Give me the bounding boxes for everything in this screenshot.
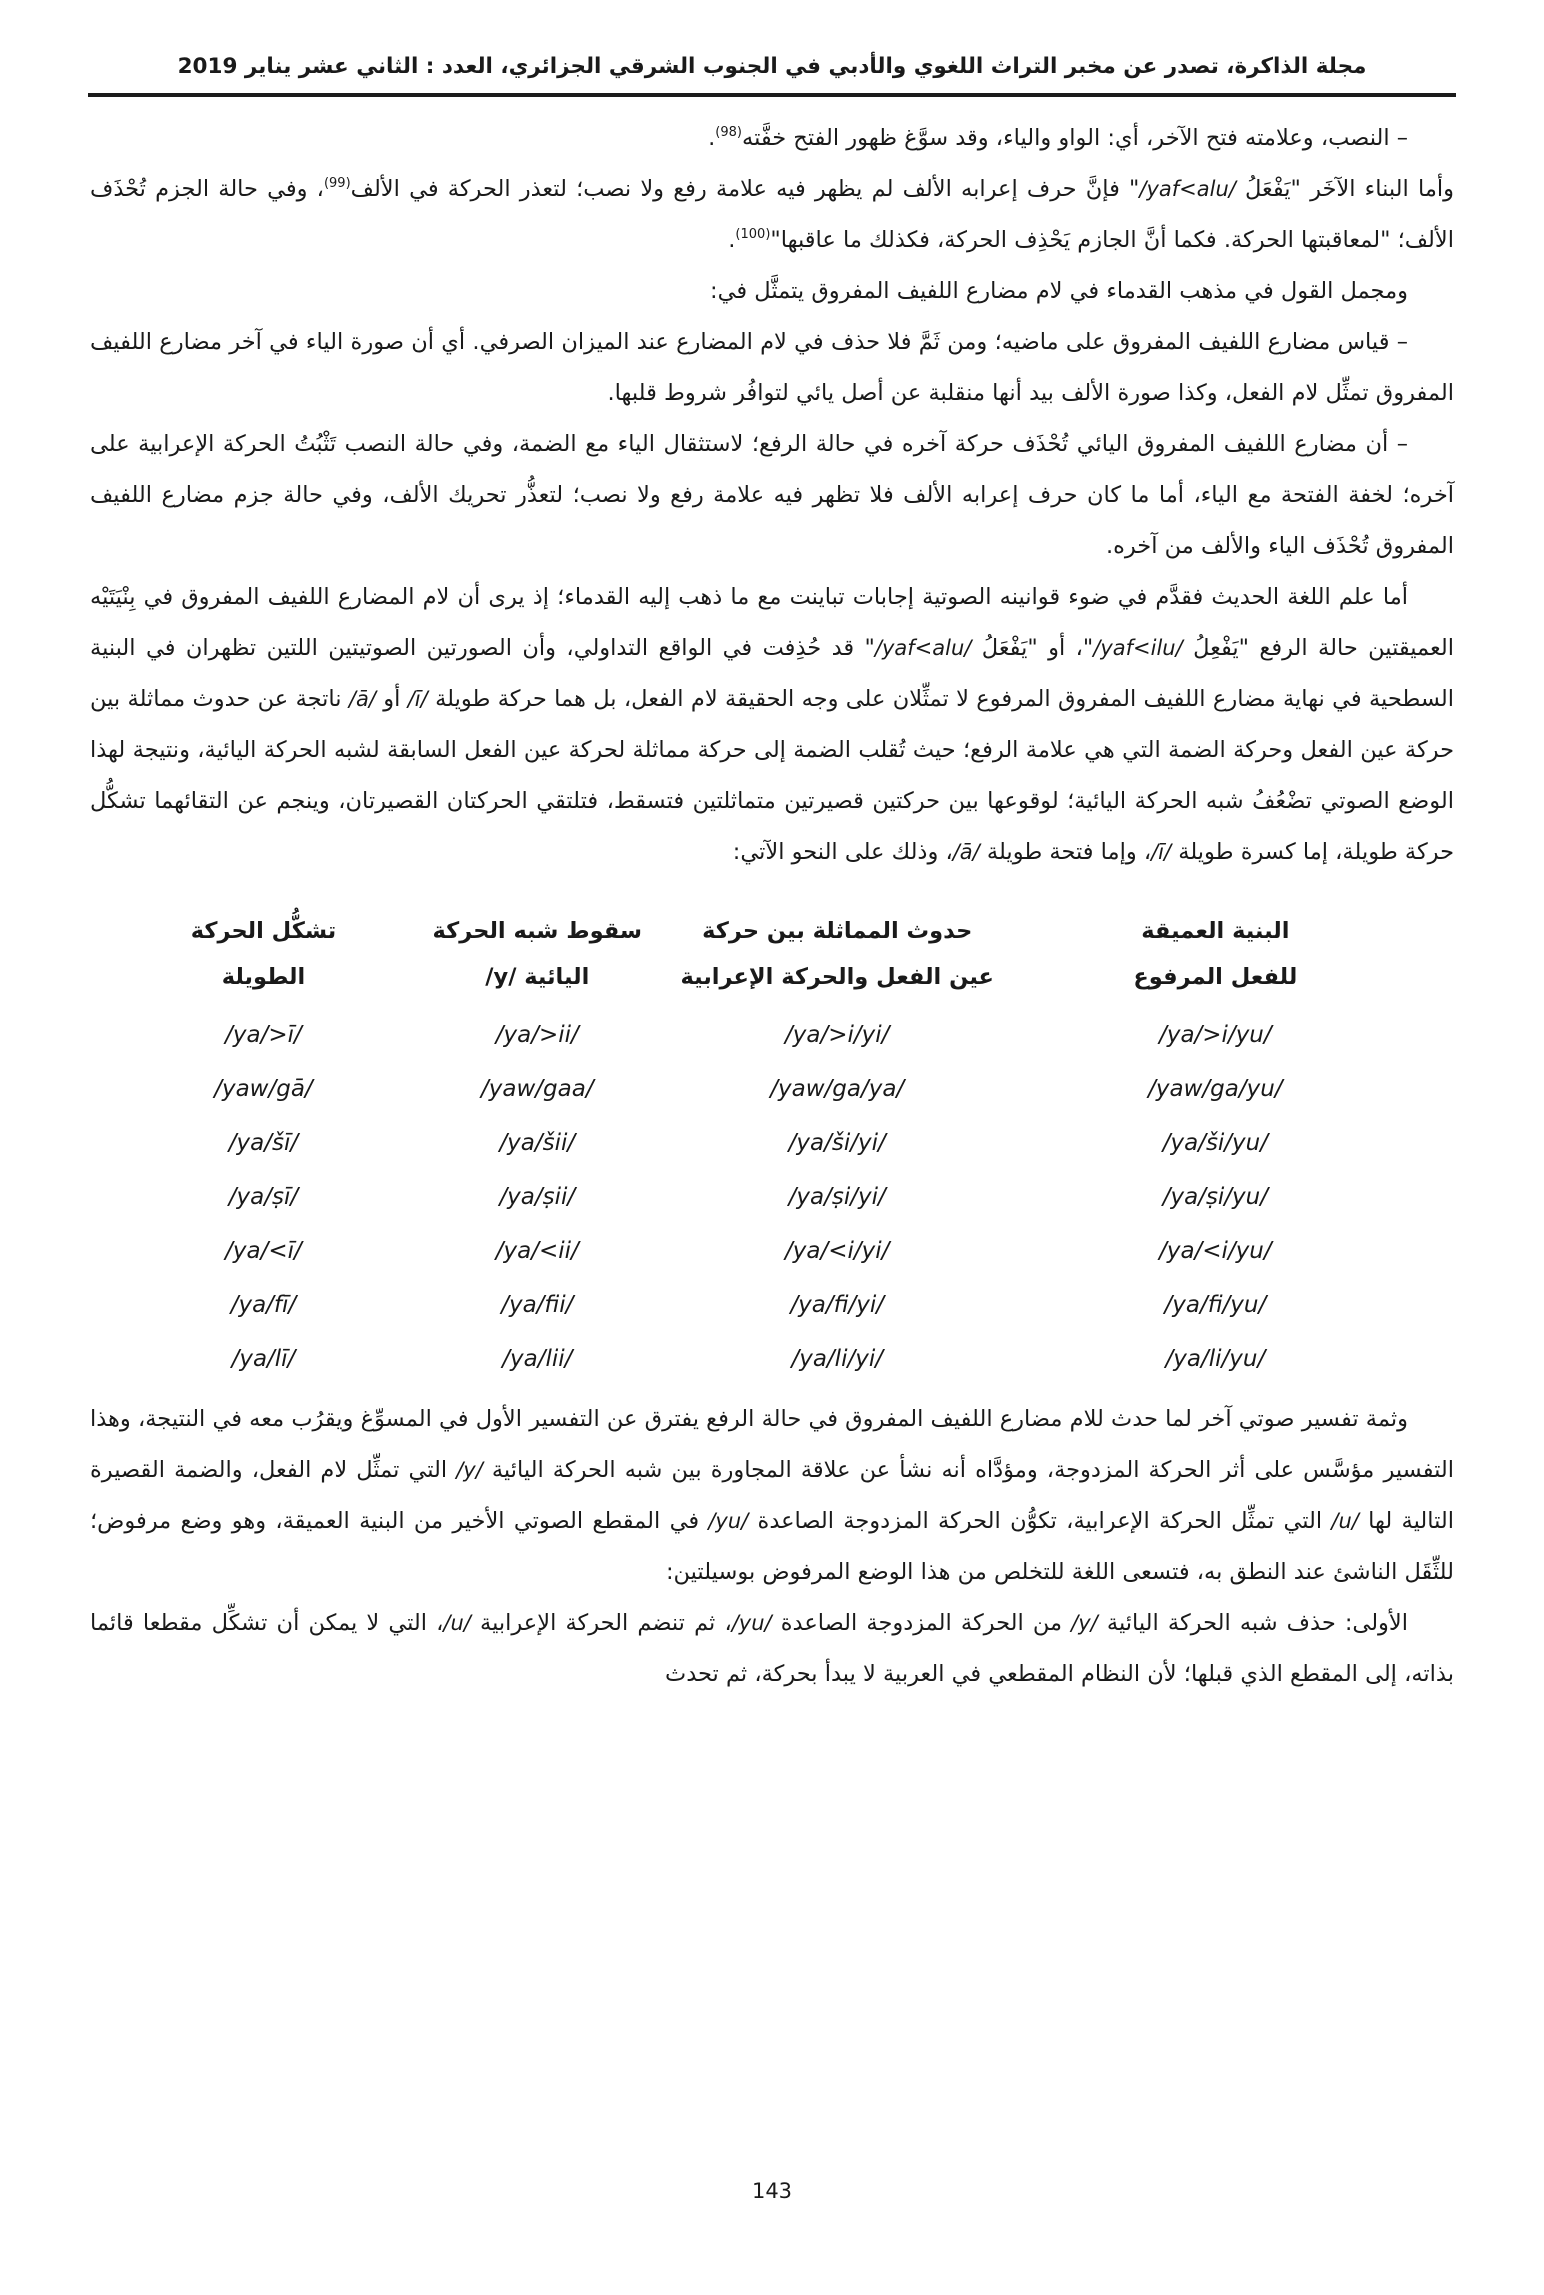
text-run: . <box>708 125 716 151</box>
transcription-cell: /ya/<ī/ <box>225 1238 302 1264</box>
phonetic-transcription: /ā/ <box>348 687 376 711</box>
phonetic-transcription: /ī/ <box>1151 840 1172 864</box>
text-run: " قد حُذِفت في الواقع التداولي، وأن الصورتين الصوتيتين اللتين تظهران في البنية السطحية في نهاية مضارع اللفيف المفروق المرفوع لا تمثِّلان على وجه الحقيقة لام الفعل، بل هما حركة طويلة <box>90 635 1454 712</box>
article-text-bottom <box>90 1394 1454 1700</box>
header-line-1: حدوث المماثلة بين حركة <box>702 918 973 944</box>
transcription-cell: /ya/ši/yi/ <box>788 1130 886 1156</box>
phonetic-transcription: /yu/ <box>731 1611 772 1635</box>
text-run: وثمة تفسير صوتي آخر لما حدث للام مضارع اللفيف المفروق في حالة الرفع يفترق عن التفسير الأول في المسوِّغ ويقرُب معه في النتيجة، وهذا التفسير مؤسَّس على أثر الحركة المزدوجة، ومؤدَّاه أنه نشأ عن علاقة المجاورة بين شبه الحركة اليائية <box>90 1406 1454 1483</box>
paragraph <box>90 1598 1454 1700</box>
header-line-2: الطويلة <box>221 964 306 990</box>
transcription-cell: /ya/ṣī/ <box>228 1184 299 1210</box>
phonetic-transcription: /y/ <box>1071 1611 1098 1635</box>
transcription-cell: /ya/>ii/ <box>495 1022 579 1048</box>
transcription-cell: /ya/ṣi/yi/ <box>788 1184 886 1210</box>
transcription-cell: /yaw/gā/ <box>214 1076 313 1102</box>
header-line-1: سقوط شبه الحركة <box>432 918 643 944</box>
text-run: ومجمل القول في مذهب القدماء في لام مضارع اللفيف المفروق يتمثَّل في: <box>710 278 1408 304</box>
table-row <box>120 1224 1424 1278</box>
transcription-cell: /ya/šī/ <box>228 1130 299 1156</box>
transcription-cell: /ya/ši/yu/ <box>1162 1130 1268 1156</box>
header-line-2: عين الفعل والحركة الإعرابية <box>680 964 994 990</box>
paragraph <box>90 113 1454 164</box>
footnote-reference: (98) <box>715 125 742 140</box>
transcription-cell: /yaw/ga/ya/ <box>770 1076 905 1102</box>
text-run: التي تمثِّل الحركة الإعرابية، تكوُّن الحركة المزدوجة الصاعدة <box>748 1508 1332 1534</box>
paragraph <box>90 317 1454 419</box>
text-run: وأما البناء الآخَر "يَفْعَلُ <box>1235 176 1454 202</box>
phonetic-transcription: /yaf<alu/ <box>874 636 972 660</box>
paragraph <box>90 266 1454 317</box>
paragraph <box>90 164 1454 266</box>
table-row <box>120 1116 1424 1170</box>
transcription-cell: /ya/>ī/ <box>225 1022 302 1048</box>
transcription-cell: /ya/ṣi/yu/ <box>1162 1184 1268 1210</box>
text-run: "، أو "يَفْعَلُ <box>971 635 1094 661</box>
transcription-cell: /ya/li/yi/ <box>791 1346 883 1372</box>
header-line-1: البنية العميقة <box>1141 918 1290 944</box>
header-divider-rule <box>88 93 1456 97</box>
table-row <box>120 1332 1424 1386</box>
transcription-cell: /ya/li/yu/ <box>1165 1346 1266 1372</box>
transcription-cell: /ya/>i/yu/ <box>1159 1022 1272 1048</box>
table-row <box>120 1062 1424 1116</box>
text-run: . <box>728 227 736 253</box>
table-row <box>120 1170 1424 1224</box>
text-run: الأولى: حذف شبه الحركة اليائية <box>1097 1610 1408 1636</box>
article-text-top <box>90 113 1454 878</box>
table-header-row <box>120 906 1424 1008</box>
footnote-reference: (99) <box>323 176 351 191</box>
paragraph <box>90 1394 1454 1598</box>
transcription-cell: /yaw/ga/yu/ <box>1148 1076 1283 1102</box>
text-run: ، ثم تنضم الحركة الإعرابية <box>470 1610 732 1636</box>
table-row <box>120 1278 1424 1332</box>
phonology-table <box>120 906 1424 1386</box>
table-header-cell <box>407 906 668 1008</box>
paragraph <box>90 419 1454 572</box>
text-run: ، التي لا يمكن أن تشكِّل مقطعا قائما بذاته، إلى المقطع الذي قبلها؛ لأن النظام المقطعي في العربية لا يبدأ بحركة، ثم تحدث <box>90 1610 1454 1687</box>
transcription-cell: /ya/<ii/ <box>495 1238 579 1264</box>
phonetic-transcription: /u/ <box>443 1611 471 1635</box>
phonetic-transcription: /ī/ <box>407 687 428 711</box>
footnote-reference: (100) <box>735 227 771 242</box>
journal-header-line: مجلة الذاكرة، تصدر عن مخبر التراث اللغوي والأدبي في الجنوب الشرقي الجزائري، العدد : الثاني عشر يناير 2019 <box>177 54 1367 79</box>
phonetic-transcription: /ā/ <box>952 840 980 864</box>
text-run: " فإنَّ حرف إعرابه الألف لم يظهر فيه علامة رفع ولا نصب؛ لتعذر الحركة في الألف <box>350 176 1140 202</box>
table-row <box>120 1008 1424 1062</box>
transcription-cell: /ya/<i/yu/ <box>1159 1238 1272 1264</box>
text-run: أما علم اللغة الحديث فقدَّم في ضوء قوانينه الصوتية إجابات تباينت مع ما ذهب إليه القدماء؛ إذ يرى أن لام المضارع اللفيف المفروق في بِنْيَتَيْه العميقتين حالة الرفع "يَفْعِلُ <box>90 584 1455 661</box>
header-line-2: اليائية /y/ <box>485 964 590 990</box>
text-run: – قياس مضارع اللفيف المفروق على ماضيه؛ ومن ثَمَّ فلا حذف في لام المضارع عند الميزان الصرفي. أي أن صورة الياء في آخر مضارع اللفيف المفروق تمثِّل لام الفعل، وكذا صورة الألف بيد أنها منقلبة عن أصل يائي لتوافُر شروط قلبها. <box>90 329 1454 406</box>
transcription-cell: /ya/šii/ <box>499 1130 576 1156</box>
phonology-table-wrap <box>120 906 1424 1386</box>
transcription-cell: /ya/lī/ <box>231 1346 296 1372</box>
header-line-2: للفعل المرفوع <box>1133 964 1298 990</box>
transcription-cell: /ya/fii/ <box>501 1292 574 1318</box>
phonetic-transcription: /y/ <box>456 1458 483 1482</box>
transcription-cell: /ya/fi/yi/ <box>790 1292 884 1318</box>
phonetic-transcription: /yu/ <box>708 1509 749 1533</box>
transcription-cell: /ya/<i/yi/ <box>785 1238 890 1264</box>
transcription-cell: /yaw/gaa/ <box>481 1076 594 1102</box>
text-run: التي تمثِّل لام الفعل، والضمة القصيرة التالية لها <box>90 1457 1454 1534</box>
table-header-cell <box>120 906 407 1008</box>
text-run: ، وإما فتحة طويلة <box>979 839 1152 865</box>
text-run: – النصب، وعلامته فتح الآخر، أي: الواو والياء، وقد سوَّغ ظهور الفتح خفَّته <box>742 125 1408 151</box>
text-run: أو <box>375 686 408 712</box>
text-run: في المقطع الصوتي الأخير من البنية العميقة، وهو وضع مرفوض؛ للثِّقَل الناشئ عند النطق به، فتسعى اللغة للتخلص من هذا الوضع المرفوض بوسيلتين: <box>90 1508 1454 1585</box>
table-header-cell <box>1007 906 1424 1008</box>
phonetic-transcription: /u/ <box>1331 1509 1359 1533</box>
transcription-cell: /ya/>i/yi/ <box>785 1022 890 1048</box>
transcription-cell: /ya/ṣii/ <box>499 1184 576 1210</box>
paragraph <box>90 572 1454 878</box>
page-number: 143 <box>751 2179 793 2203</box>
table-header-cell <box>668 906 1007 1008</box>
phonetic-transcription: /yaf<ilu/ <box>1093 636 1183 660</box>
text-run: من الحركة المزدوجة الصاعدة <box>771 1610 1072 1636</box>
text-run: ، وفي حالة الجزم تُحْذَف الألف؛ "لمعاقبتها الحركة. فكما أنَّ الجازم يَحْذِف الحركة، فكذلك ما عاقبها" <box>90 176 1454 253</box>
transcription-cell: /ya/lii/ <box>502 1346 573 1372</box>
text-run: ، وذلك على النحو الآتي: <box>732 839 953 865</box>
transcription-cell: /ya/fi/yu/ <box>1164 1292 1267 1318</box>
phonetic-transcription: /yaf<alu/ <box>1139 177 1236 201</box>
header-line-1: تشكُّل الحركة <box>190 918 337 944</box>
text-run: ناتجة عن حدوث مماثلة بين حركة عين الفعل وحركة الضمة التي هي علامة الرفع؛ حيث تُقلب الضمة إلى حركة مماثلة لحركة عين الفعل السابقة لشبه الحركة اليائية، ونتيجة لهذا الوضع الصوتي تضْعُفُ شبه الحركة اليائية؛ لوقوعها بين حركتين قصيرتين متماثلتين فتسقط، فتلتقي الحركتان القصيرتان، وينجم عن التقائهما تشكُّل حركة طويلة، إما كسرة طويلة <box>90 686 1454 865</box>
text-run: – أن مضارع اللفيف المفروق اليائي تُحْذَف حركة آخره في حالة الرفع؛ لاستثقال الياء مع الضمة، وفي حالة النصب تَثْبُتُ الحركة الإعرابية على آخره؛ لخفة الفتحة مع الياء، أما ما كان حرف إعرابه الألف فلا تظهر فيه علامة رفع ولا نصب؛ لتعذُّر تحريك الألف، وفي حالة جزم مضارع اللفيف المفروق تُحْذَف الياء والألف من آخره. <box>90 431 1454 559</box>
transcription-cell: /ya/fī/ <box>230 1292 297 1318</box>
